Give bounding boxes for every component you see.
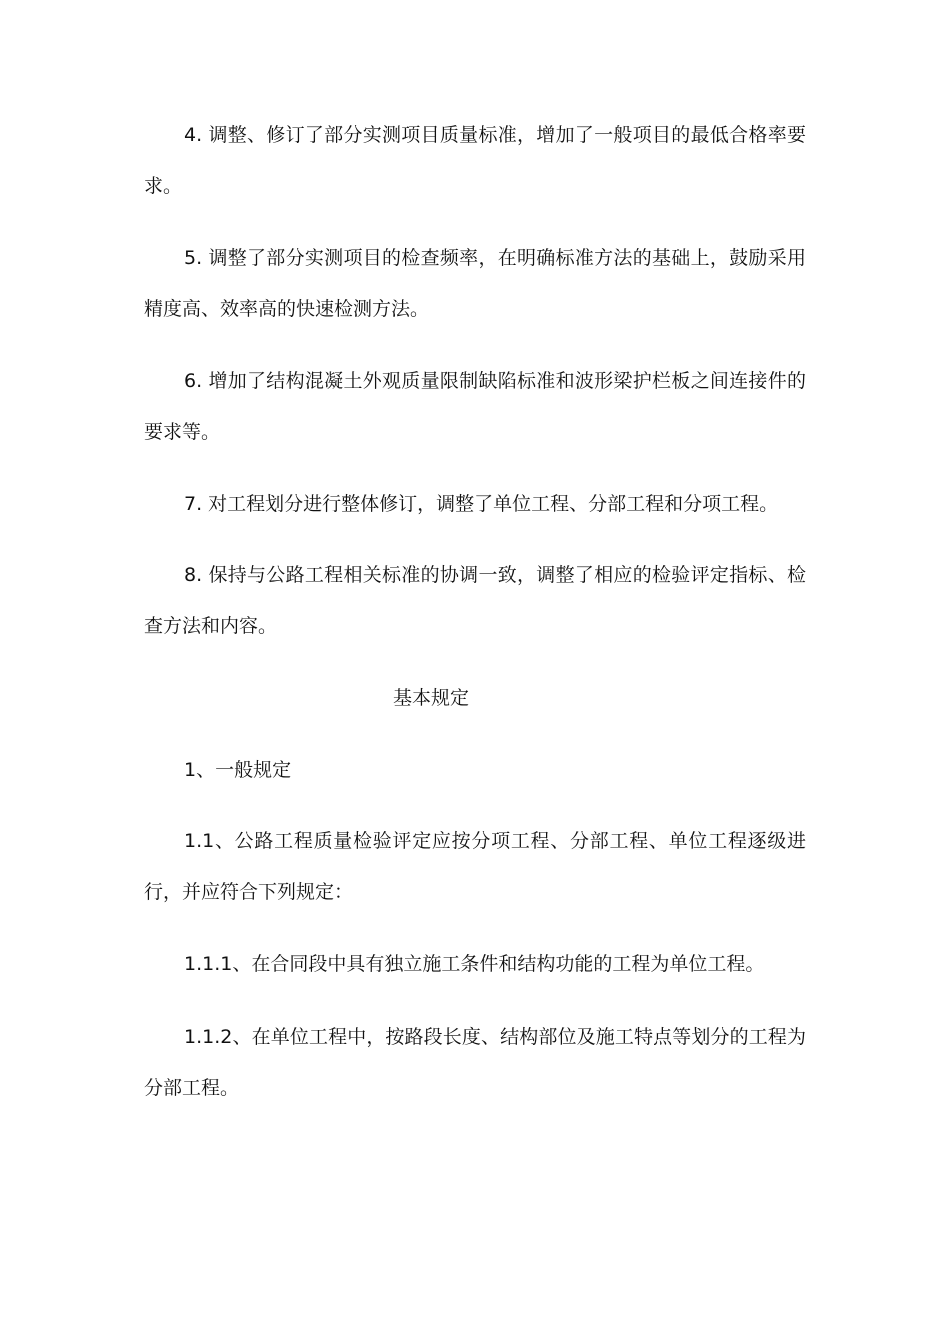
paragraph-item-6: 6. 增加了结构混凝土外观质量限制缺陷标准和波形梁护栏板之间连接件的要求等。: [144, 370, 806, 443]
paragraph-item-5: 5. 调整了部分实测项目的检查频率，在明确标准方法的基础上，鼓励采用精度高、效率高的快速检测方法。: [144, 247, 806, 320]
paragraph-item-4: 4. 调整、修订了部分实测项目质量标准，增加了一般项目的最低合格率要求。: [144, 124, 806, 197]
section-title: 基本规定: [392, 687, 469, 709]
rule-1-1-2: 1.1.2、在单位工程中，按路段长度、结构部位及施工特点等划分的工程为分部工程。: [144, 1026, 806, 1099]
paragraph-item-8: 8. 保持与公路工程相关标准的协调一致，调整了相应的检验评定指标、检查方法和内容。: [144, 564, 806, 637]
paragraph-item-7: 7. 对工程划分进行整体修订，调整了单位工程、分部工程和分项工程。: [184, 493, 779, 515]
rule-1-1-1: 1.1.1、在合同段中具有独立施工条件和结构功能的工程为单位工程。: [184, 953, 765, 975]
rule-1-1: 1.1、公路工程质量检验评定应按分项工程、分部工程、单位工程逐级进行，并应符合下列规定：: [144, 830, 806, 903]
rule-general: 1、一般规定: [184, 759, 292, 781]
